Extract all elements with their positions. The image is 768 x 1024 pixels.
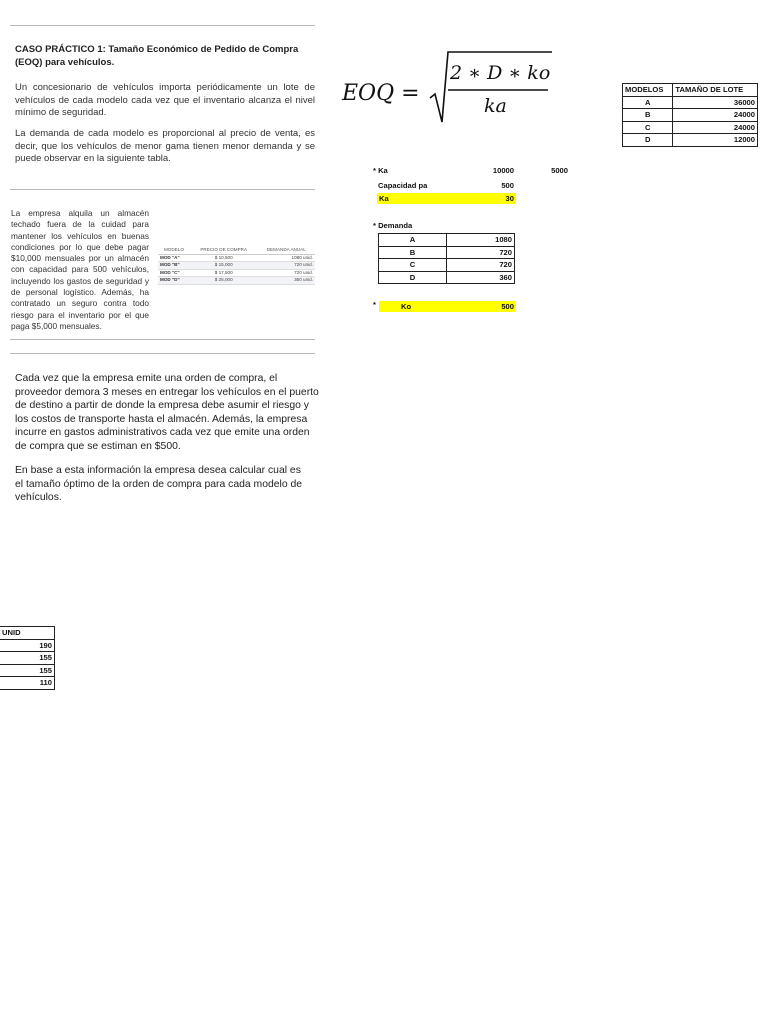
ko-value: 500 xyxy=(501,302,514,311)
ka-result-label: Ka xyxy=(379,194,389,203)
ko-highlight-row xyxy=(379,301,516,312)
cell-lot: 36000 xyxy=(673,96,758,109)
cell-demand: 720 unid. xyxy=(258,269,315,277)
col-header-model: MODELO xyxy=(158,247,190,254)
table-row xyxy=(158,262,315,270)
ka-value-insurance: 5000 xyxy=(551,166,568,175)
divider-lower-a xyxy=(10,339,315,340)
case-title: CASO PRÁCTICO 1: Tamaño Económico de Pedido de Compra (EOQ) para vehículos. xyxy=(15,44,299,68)
cell-model: D xyxy=(379,271,447,284)
demand-label: * Demanda xyxy=(373,221,413,230)
cell-price: $ 15,000 xyxy=(190,262,258,270)
capacity-value: 500 xyxy=(501,181,514,190)
formula-lhs: EOQ = xyxy=(342,81,420,106)
cell-price: $ 25,000 xyxy=(190,277,258,285)
table-row xyxy=(0,664,55,677)
cell-unid: 155 xyxy=(0,652,55,665)
ka-label: * Ka xyxy=(373,166,388,175)
table-row xyxy=(623,109,758,122)
col-header-lot: TAMAÑO DE LOTE xyxy=(673,84,758,97)
ko-label: Ko xyxy=(401,302,412,311)
formula-denominator: ka xyxy=(484,95,507,117)
cell-demand: 1080 xyxy=(447,234,515,247)
cell-demand: 360 xyxy=(447,271,515,284)
table-row xyxy=(158,269,315,277)
paragraph-goal: En base a esta información la empresa desea calcular cual es el tamaño óptimo de la orden de compra para cada modelo de vehículos. xyxy=(15,465,303,504)
cell-lot: 24000 xyxy=(673,109,758,122)
cell-model: C xyxy=(623,121,673,134)
col-header-models: MODELOS xyxy=(623,84,673,97)
formula-numerator: 2 ∗ D ∗ ko xyxy=(450,62,551,84)
table-row xyxy=(623,134,758,147)
cell-model: C xyxy=(379,259,447,272)
col-header-demand: DEMANDA ANUAL xyxy=(258,247,315,254)
cell-demand: 1080 unid. xyxy=(258,254,315,262)
cell-model: MOD "B" xyxy=(158,262,190,270)
paragraph-demand: La demanda de cada modelo es proporcional al precio de venta, es decir, que los vehículos de menor gama tienen menor demanda y se puede observar en la siguiente tabla. xyxy=(15,128,315,165)
table-row xyxy=(0,652,55,665)
table-row xyxy=(0,639,55,652)
cell-model: B xyxy=(379,246,447,259)
cell-model: D xyxy=(623,134,673,147)
cell-model: A xyxy=(379,234,447,247)
cell-model: MOD "C" xyxy=(158,269,190,277)
cell-lot: 24000 xyxy=(673,121,758,134)
cell-model: MOD "A" xyxy=(158,254,190,262)
unid-header: UNID xyxy=(0,627,55,640)
ka-highlight-row xyxy=(377,193,516,204)
paragraph-order: Cada vez que la empresa emite una orden de compra, el proveedor demora 3 meses en entregar los vehículos en el puerto de destino a partir de donde la empresa debe asumir el riesgo y los costos de transporte hasta el almacén. Además, la empresa incurre en gastos administrativos cada vez que emite una orden de compra que se estiman en $500. xyxy=(15,373,319,452)
cell-price: $ 17,500 xyxy=(190,269,258,277)
capacity-label: Capacidad pa xyxy=(378,181,428,190)
cell-model: A xyxy=(623,96,673,109)
table-row xyxy=(379,246,515,259)
table-row xyxy=(623,96,758,109)
cell-price: $ 10,500 xyxy=(190,254,258,262)
table-row xyxy=(0,677,55,690)
cell-unid: 190 xyxy=(0,639,55,652)
lot-size-table xyxy=(622,83,758,147)
table-row xyxy=(379,271,515,284)
price-demand-table xyxy=(158,247,315,285)
table-row xyxy=(379,234,515,247)
table-row xyxy=(623,121,758,134)
cell-unid: 155 xyxy=(0,664,55,677)
demand-table xyxy=(378,233,515,284)
cell-demand: 360 unid. xyxy=(258,277,315,285)
eoq-formula xyxy=(338,48,558,128)
cell-demand: 720 xyxy=(447,259,515,272)
divider-lower-b xyxy=(10,353,315,354)
unid-table xyxy=(0,626,55,690)
ka-result-value: 30 xyxy=(505,194,514,203)
ko-star: * xyxy=(373,300,376,309)
paragraph-intro: Un concesionario de vehículos importa periódicamente un lote de vehículos de cada modelo cada vez que el inventario alcanza el nivel mínimo de seguridad. xyxy=(15,82,315,119)
paragraph-warehouse: La empresa alquila un almacén techado fuera de la cuidad para mantener los vehículos en buenas condiciones por lo que debe pagar $10,000 mensuales por un almacén con capacidad para 500 vehículos, incluyendo los gastos de seguridad y de personal logístico. Además, ha contratado un seguro contra todo riesgo para el inventario por el que paga $5,000 mensuales. xyxy=(11,208,149,331)
cell-model: MOD "D" xyxy=(158,277,190,285)
cell-demand: 720 unid. xyxy=(258,262,315,270)
table-row xyxy=(158,254,315,262)
col-header-price: PRECIO DE COMPRA xyxy=(190,247,258,254)
divider-middle xyxy=(10,189,315,190)
table-row xyxy=(158,277,315,285)
cell-lot: 12000 xyxy=(673,134,758,147)
table-row xyxy=(379,259,515,272)
ka-value-rent: 10000 xyxy=(492,166,514,175)
divider-top xyxy=(10,25,315,26)
cell-unid: 110 xyxy=(0,677,55,690)
cell-demand: 720 xyxy=(447,246,515,259)
cell-model: B xyxy=(623,109,673,122)
